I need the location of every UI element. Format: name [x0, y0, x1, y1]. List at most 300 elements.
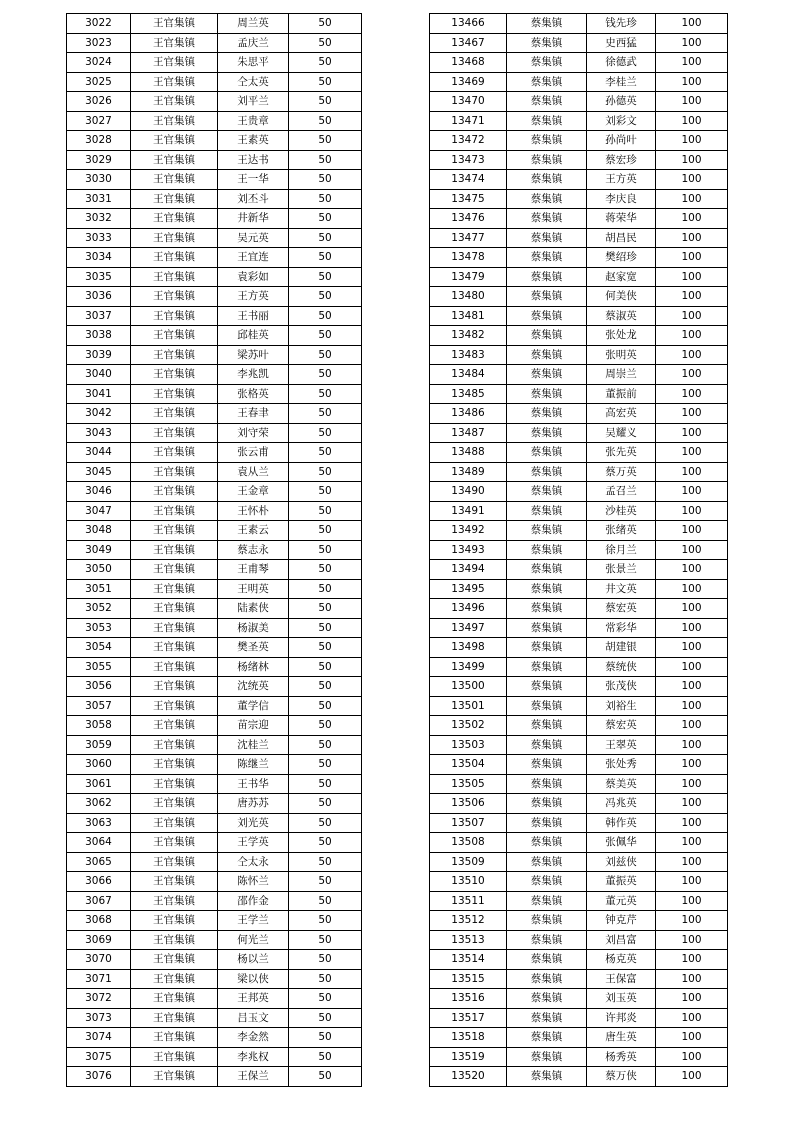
table-row: [67, 521, 362, 541]
table-row: [430, 872, 728, 892]
cell-id: 3029: [67, 150, 131, 170]
table-row: [430, 579, 728, 599]
cell-id: 13497: [430, 618, 507, 638]
cell-amount: 50: [289, 384, 362, 404]
cell-name: 梁以侠: [218, 969, 289, 989]
cell-id: 13506: [430, 794, 507, 814]
cell-town: 蔡集镇: [507, 1008, 587, 1028]
cell-id: 13514: [430, 950, 507, 970]
cell-name: 王宜连: [218, 248, 289, 268]
cell-name: 孙德英: [587, 92, 656, 112]
table-row: [67, 72, 362, 92]
cell-name: 王贵章: [218, 111, 289, 131]
cell-town: 蔡集镇: [507, 852, 587, 872]
cell-id: 13487: [430, 423, 507, 443]
cell-name: 袁从兰: [218, 462, 289, 482]
cell-name: 杨淑美: [218, 618, 289, 638]
cell-id: 13499: [430, 657, 507, 677]
cell-amount: 100: [656, 579, 728, 599]
cell-id: 3044: [67, 443, 131, 463]
cell-town: 蔡集镇: [507, 1067, 587, 1087]
cell-id: 13503: [430, 735, 507, 755]
cell-id: 3061: [67, 774, 131, 794]
cell-id: 13484: [430, 365, 507, 385]
cell-town: 王官集镇: [131, 989, 218, 1009]
cell-amount: 100: [656, 891, 728, 911]
cell-name: 井新华: [218, 209, 289, 229]
table-row: [430, 735, 728, 755]
table-row: [67, 267, 362, 287]
cell-name: 唐生英: [587, 1028, 656, 1048]
table-row: [430, 267, 728, 287]
cell-id: 3025: [67, 72, 131, 92]
cell-id: 3048: [67, 521, 131, 541]
cell-id: 13478: [430, 248, 507, 268]
cell-name: 蔡宏英: [587, 716, 656, 736]
cell-amount: 100: [656, 501, 728, 521]
cell-id: 13509: [430, 852, 507, 872]
table-row: [67, 852, 362, 872]
cell-amount: 100: [656, 404, 728, 424]
cell-town: 王官集镇: [131, 618, 218, 638]
table-row: [67, 248, 362, 268]
cell-town: 王官集镇: [131, 1028, 218, 1048]
cell-name: 吴耀义: [587, 423, 656, 443]
cell-name: 陈怀兰: [218, 872, 289, 892]
cell-name: 许邦炎: [587, 1008, 656, 1028]
cell-name: 仝太永: [218, 852, 289, 872]
cell-name: 王学兰: [218, 911, 289, 931]
table-row: [430, 423, 728, 443]
cell-amount: 100: [656, 131, 728, 151]
cell-name: 王素英: [218, 131, 289, 151]
cell-id: 3046: [67, 482, 131, 502]
cell-town: 蔡集镇: [507, 501, 587, 521]
cell-name: 胡昌民: [587, 228, 656, 248]
cell-id: 3062: [67, 794, 131, 814]
cell-town: 王官集镇: [131, 1067, 218, 1087]
cell-id: 3055: [67, 657, 131, 677]
cell-town: 王官集镇: [131, 638, 218, 658]
cell-amount: 100: [656, 560, 728, 580]
table-row: [67, 560, 362, 580]
cell-amount: 50: [289, 14, 362, 34]
cell-amount: 100: [656, 462, 728, 482]
cell-amount: 50: [289, 404, 362, 424]
cell-amount: 50: [289, 53, 362, 73]
cell-amount: 50: [289, 599, 362, 619]
cell-amount: 50: [289, 618, 362, 638]
cell-id: 3074: [67, 1028, 131, 1048]
cell-town: 蔡集镇: [507, 228, 587, 248]
table-row: [430, 228, 728, 248]
cell-town: 蔡集镇: [507, 209, 587, 229]
cell-town: 王官集镇: [131, 891, 218, 911]
cell-id: 13492: [430, 521, 507, 541]
cell-name: 蔡淑英: [587, 306, 656, 326]
left-table: [66, 13, 362, 1087]
cell-town: 蔡集镇: [507, 404, 587, 424]
cell-town: 蔡集镇: [507, 716, 587, 736]
cell-amount: 100: [656, 326, 728, 346]
cell-town: 蔡集镇: [507, 345, 587, 365]
cell-name: 王保兰: [218, 1067, 289, 1087]
cell-amount: 50: [289, 92, 362, 112]
cell-id: 3042: [67, 404, 131, 424]
cell-amount: 50: [289, 657, 362, 677]
cell-amount: 50: [289, 813, 362, 833]
cell-id: 3058: [67, 716, 131, 736]
cell-amount: 100: [656, 521, 728, 541]
cell-name: 董元英: [587, 891, 656, 911]
cell-amount: 100: [656, 443, 728, 463]
cell-name: 王保富: [587, 969, 656, 989]
cell-amount: 50: [289, 482, 362, 502]
cell-amount: 50: [289, 287, 362, 307]
cell-name: 王翠英: [587, 735, 656, 755]
cell-id: 3053: [67, 618, 131, 638]
cell-name: 王方英: [587, 170, 656, 190]
cell-town: 王官集镇: [131, 423, 218, 443]
table-row: [67, 911, 362, 931]
cell-id: 13520: [430, 1067, 507, 1087]
cell-town: 王官集镇: [131, 969, 218, 989]
table-row: [67, 111, 362, 131]
table-row: [67, 501, 362, 521]
cell-id: 3076: [67, 1067, 131, 1087]
table-row: [430, 813, 728, 833]
cell-name: 沙桂英: [587, 501, 656, 521]
cell-amount: 50: [289, 911, 362, 931]
table-row: [430, 209, 728, 229]
table-row: [67, 189, 362, 209]
cell-town: 王官集镇: [131, 33, 218, 53]
table-row: [67, 14, 362, 34]
cell-town: 王官集镇: [131, 170, 218, 190]
table-row: [430, 189, 728, 209]
cell-amount: 100: [656, 794, 728, 814]
cell-name: 杨克英: [587, 950, 656, 970]
table-row: [430, 794, 728, 814]
cell-name: 李兆权: [218, 1047, 289, 1067]
cell-town: 蔡集镇: [507, 384, 587, 404]
table-row: [67, 618, 362, 638]
cell-town: 蔡集镇: [507, 521, 587, 541]
cell-id: 3033: [67, 228, 131, 248]
cell-town: 王官集镇: [131, 404, 218, 424]
cell-amount: 100: [656, 365, 728, 385]
table-row: [67, 404, 362, 424]
cell-name: 樊圣英: [218, 638, 289, 658]
table-row: [67, 462, 362, 482]
table-row: [430, 131, 728, 151]
cell-id: 3063: [67, 813, 131, 833]
cell-amount: 50: [289, 267, 362, 287]
table-row: [430, 150, 728, 170]
cell-town: 王官集镇: [131, 111, 218, 131]
cell-amount: 100: [656, 774, 728, 794]
cell-amount: 100: [656, 92, 728, 112]
cell-name: 张先英: [587, 443, 656, 463]
cell-amount: 50: [289, 131, 362, 151]
cell-id: 3022: [67, 14, 131, 34]
table-row: [430, 540, 728, 560]
table-row: [67, 228, 362, 248]
table-row: [430, 462, 728, 482]
cell-id: 13515: [430, 969, 507, 989]
cell-name: 胡建银: [587, 638, 656, 658]
cell-id: 3024: [67, 53, 131, 73]
table-row: [67, 755, 362, 775]
cell-name: 王邦英: [218, 989, 289, 1009]
table-row: [67, 209, 362, 229]
cell-name: 梁苏叶: [218, 345, 289, 365]
cell-amount: 100: [656, 111, 728, 131]
cell-id: 3060: [67, 755, 131, 775]
cell-amount: 50: [289, 833, 362, 853]
cell-name: 陈继兰: [218, 755, 289, 775]
table-row: [67, 53, 362, 73]
cell-name: 杨绪林: [218, 657, 289, 677]
cell-name: 钟克芹: [587, 911, 656, 931]
cell-name: 刘平兰: [218, 92, 289, 112]
cell-name: 张茂侠: [587, 677, 656, 697]
cell-amount: 100: [656, 248, 728, 268]
cell-amount: 100: [656, 33, 728, 53]
cell-id: 13490: [430, 482, 507, 502]
table-row: [430, 72, 728, 92]
cell-amount: 100: [656, 14, 728, 34]
cell-id: 3045: [67, 462, 131, 482]
cell-town: 王官集镇: [131, 53, 218, 73]
cell-town: 蔡集镇: [507, 735, 587, 755]
cell-amount: 50: [289, 1067, 362, 1087]
cell-town: 蔡集镇: [507, 131, 587, 151]
cell-amount: 50: [289, 696, 362, 716]
cell-town: 王官集镇: [131, 365, 218, 385]
cell-id: 13489: [430, 462, 507, 482]
cell-name: 孙尚叶: [587, 131, 656, 151]
table-row: [67, 735, 362, 755]
table-row: [67, 345, 362, 365]
table-row: [67, 774, 362, 794]
cell-id: 3056: [67, 677, 131, 697]
cell-amount: 50: [289, 1028, 362, 1048]
cell-town: 蔡集镇: [507, 911, 587, 931]
table-row: [430, 677, 728, 697]
cell-name: 刘丕斗: [218, 189, 289, 209]
cell-town: 蔡集镇: [507, 170, 587, 190]
cell-amount: 100: [656, 423, 728, 443]
table-row: [430, 911, 728, 931]
cell-town: 王官集镇: [131, 716, 218, 736]
cell-town: 蔡集镇: [507, 813, 587, 833]
cell-town: 王官集镇: [131, 599, 218, 619]
cell-id: 3072: [67, 989, 131, 1009]
cell-id: 13486: [430, 404, 507, 424]
cell-town: 蔡集镇: [507, 189, 587, 209]
cell-id: 3036: [67, 287, 131, 307]
table-row: [430, 755, 728, 775]
cell-amount: 50: [289, 1008, 362, 1028]
cell-id: 13501: [430, 696, 507, 716]
cell-id: 3054: [67, 638, 131, 658]
cell-id: 3043: [67, 423, 131, 443]
table-row: [67, 989, 362, 1009]
cell-town: 王官集镇: [131, 306, 218, 326]
cell-town: 蔡集镇: [507, 92, 587, 112]
cell-id: 3059: [67, 735, 131, 755]
cell-town: 王官集镇: [131, 92, 218, 112]
table-row: [430, 306, 728, 326]
table-row: [430, 852, 728, 872]
table-row: [430, 560, 728, 580]
table-row: [67, 1067, 362, 1087]
cell-name: 张明英: [587, 345, 656, 365]
cell-name: 蔡志永: [218, 540, 289, 560]
cell-town: 蔡集镇: [507, 540, 587, 560]
cell-town: 王官集镇: [131, 189, 218, 209]
cell-name: 王学英: [218, 833, 289, 853]
cell-name: 陆素侠: [218, 599, 289, 619]
table-row: [430, 638, 728, 658]
cell-id: 13467: [430, 33, 507, 53]
cell-amount: 100: [656, 170, 728, 190]
cell-name: 张格英: [218, 384, 289, 404]
cell-id: 3032: [67, 209, 131, 229]
cell-amount: 50: [289, 423, 362, 443]
cell-id: 13466: [430, 14, 507, 34]
cell-town: 蔡集镇: [507, 638, 587, 658]
cell-id: 13468: [430, 53, 507, 73]
cell-id: 13495: [430, 579, 507, 599]
table-row: [430, 111, 728, 131]
cell-amount: 100: [656, 638, 728, 658]
cell-town: 蔡集镇: [507, 443, 587, 463]
cell-amount: 100: [656, 53, 728, 73]
cell-name: 袁彩如: [218, 267, 289, 287]
cell-id: 13481: [430, 306, 507, 326]
table-row: [67, 150, 362, 170]
table-row: [430, 521, 728, 541]
cell-id: 13479: [430, 267, 507, 287]
cell-id: 3027: [67, 111, 131, 131]
cell-id: 3075: [67, 1047, 131, 1067]
table-row: [67, 423, 362, 443]
cell-name: 李桂兰: [587, 72, 656, 92]
table-row: [430, 716, 728, 736]
cell-amount: 100: [656, 969, 728, 989]
cell-name: 蔡万英: [587, 462, 656, 482]
table-row: [67, 1028, 362, 1048]
cell-amount: 50: [289, 735, 362, 755]
cell-town: 蔡集镇: [507, 1047, 587, 1067]
table-row: [67, 872, 362, 892]
table-row: [430, 443, 728, 463]
cell-town: 王官集镇: [131, 248, 218, 268]
cell-id: 3065: [67, 852, 131, 872]
cell-town: 王官集镇: [131, 326, 218, 346]
cell-amount: 50: [289, 774, 362, 794]
cell-name: 王一华: [218, 170, 289, 190]
cell-amount: 100: [656, 911, 728, 931]
cell-amount: 100: [656, 833, 728, 853]
cell-name: 吕玉文: [218, 1008, 289, 1028]
cell-town: 蔡集镇: [507, 891, 587, 911]
cell-id: 13498: [430, 638, 507, 658]
table-row: [67, 677, 362, 697]
cell-name: 孟召兰: [587, 482, 656, 502]
cell-town: 王官集镇: [131, 833, 218, 853]
table-row: [67, 1008, 362, 1028]
cell-name: 王春聿: [218, 404, 289, 424]
cell-id: 13508: [430, 833, 507, 853]
cell-name: 蔡宏珍: [587, 150, 656, 170]
cell-name: 王达书: [218, 150, 289, 170]
cell-town: 王官集镇: [131, 345, 218, 365]
table-row: [67, 579, 362, 599]
table-row: [67, 443, 362, 463]
cell-amount: 100: [656, 540, 728, 560]
cell-id: 13469: [430, 72, 507, 92]
cell-name: 邱桂英: [218, 326, 289, 346]
cell-id: 3069: [67, 930, 131, 950]
cell-id: 13496: [430, 599, 507, 619]
cell-town: 王官集镇: [131, 794, 218, 814]
cell-amount: 50: [289, 365, 362, 385]
table-row: [67, 950, 362, 970]
cell-name: 徐月兰: [587, 540, 656, 560]
cell-name: 董学信: [218, 696, 289, 716]
table-row: [67, 638, 362, 658]
table-row: [67, 813, 362, 833]
cell-town: 蔡集镇: [507, 482, 587, 502]
cell-id: 13512: [430, 911, 507, 931]
cell-town: 蔡集镇: [507, 657, 587, 677]
table-row: [67, 599, 362, 619]
cell-town: 蔡集镇: [507, 833, 587, 853]
cell-name: 韩作英: [587, 813, 656, 833]
cell-town: 王官集镇: [131, 287, 218, 307]
table-row: [430, 170, 728, 190]
cell-name: 张绪英: [587, 521, 656, 541]
cell-name: 张云甫: [218, 443, 289, 463]
cell-name: 刘昌富: [587, 930, 656, 950]
cell-amount: 100: [656, 696, 728, 716]
cell-amount: 50: [289, 228, 362, 248]
cell-amount: 100: [656, 482, 728, 502]
cell-id: 3038: [67, 326, 131, 346]
cell-id: 13493: [430, 540, 507, 560]
cell-town: 蔡集镇: [507, 248, 587, 268]
table-row: [430, 92, 728, 112]
cell-amount: 100: [656, 989, 728, 1009]
cell-town: 王官集镇: [131, 579, 218, 599]
table-row: [67, 1047, 362, 1067]
cell-amount: 100: [656, 716, 728, 736]
cell-name: 刘彩文: [587, 111, 656, 131]
cell-amount: 50: [289, 326, 362, 346]
cell-id: 3037: [67, 306, 131, 326]
cell-town: 王官集镇: [131, 482, 218, 502]
cell-town: 蔡集镇: [507, 579, 587, 599]
table-row: [430, 404, 728, 424]
cell-name: 邵作金: [218, 891, 289, 911]
cell-amount: 50: [289, 462, 362, 482]
cell-id: 13511: [430, 891, 507, 911]
cell-name: 何美侠: [587, 287, 656, 307]
cell-amount: 50: [289, 794, 362, 814]
